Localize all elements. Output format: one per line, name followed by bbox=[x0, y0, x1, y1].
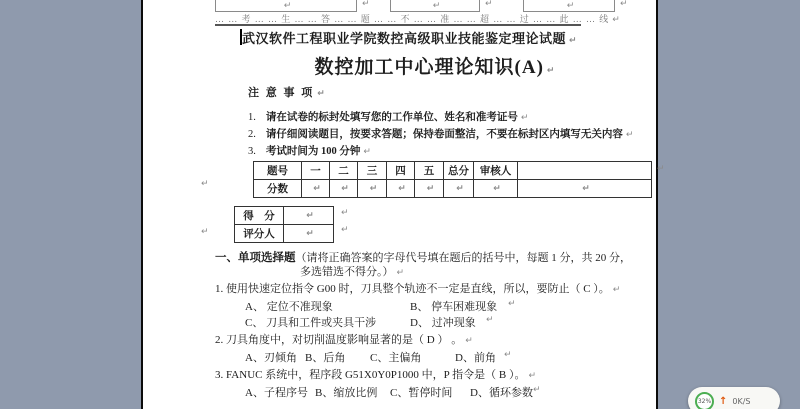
paragraph-mark: ↵ bbox=[369, 184, 378, 194]
paragraph-mark: ↵ bbox=[486, 315, 494, 325]
paragraph-mark: ↵ bbox=[317, 89, 327, 99]
paragraph-mark: ↵ bbox=[620, 0, 628, 9]
school-header-line: 武汉软件工程职业学院数控高级职业技能鉴定理论试题 ↵ bbox=[242, 31, 578, 46]
score-table-header-row bbox=[254, 162, 652, 180]
paragraph-mark: ↵ bbox=[362, 0, 370, 9]
question-3-stem: 3. FANUC 系统中，程序段 G51X0Y0P1000 中，P 指令是（ B ）。 ↵ bbox=[215, 369, 537, 381]
paragraph-mark: ↵ bbox=[341, 184, 349, 194]
grader-score-row bbox=[235, 207, 334, 225]
question-2-option-d: D、前角 bbox=[455, 352, 496, 364]
header-blank-box-2[interactable] bbox=[390, 0, 480, 12]
score-col-header: 五 bbox=[415, 162, 444, 180]
question-2-option-c: C、主偏角 bbox=[370, 352, 422, 364]
score-col-header: 三 bbox=[358, 162, 387, 180]
question-1-stem: 1. 使用快速定位指令 G00 时，刀具整个轨迹不一定是直线，所以，要防止（ C ）。 ↵ bbox=[215, 283, 621, 295]
paragraph-mark: ↵ bbox=[528, 371, 537, 381]
score-table-score-row bbox=[254, 180, 652, 198]
paragraph-mark: ↵ bbox=[426, 184, 435, 194]
paragraph-mark: ↵ bbox=[657, 164, 665, 174]
upload-arrow-icon: ↑ bbox=[719, 395, 728, 407]
paragraph-mark: ↵ bbox=[432, 1, 441, 11]
notice-item-2: 2. 请仔细阅读题目，按要求答题；保持卷面整洁，不要在标封区内填写无关内容 ↵ bbox=[248, 129, 634, 140]
score-cell-empty bbox=[302, 180, 330, 198]
question-2-option-b: B、后角 bbox=[305, 352, 346, 364]
question-1-option-b: B、 停车困难现象 bbox=[410, 301, 498, 313]
paragraph-mark: ↵ bbox=[504, 350, 512, 360]
score-cell-empty bbox=[518, 180, 652, 198]
document-page bbox=[141, 0, 665, 409]
paragraph-mark: ↵ bbox=[508, 299, 516, 309]
paragraph-mark: ↵ bbox=[569, 36, 578, 46]
paragraph-mark: ↵ bbox=[396, 268, 405, 278]
paragraph-mark: ↵ bbox=[465, 336, 473, 346]
paragraph-mark: ↵ bbox=[566, 1, 575, 11]
header-blank-box-3[interactable] bbox=[523, 0, 615, 12]
paragraph-mark: ↵ bbox=[582, 184, 590, 194]
upload-speed: 0K/S bbox=[732, 396, 751, 406]
paragraph-mark: ↵ bbox=[341, 225, 349, 235]
exam-title: 数控加工中心理论知识(A) ↵ bbox=[314, 57, 556, 78]
question-3-option-b: B、缩放比例 bbox=[315, 387, 378, 399]
paragraph-mark: ↵ bbox=[283, 1, 292, 11]
score-col-header: 题号 bbox=[254, 162, 302, 180]
question-1-option-c: C、 刀具和工件或夹具干涉 bbox=[245, 317, 377, 329]
question-2-stem: 2. 刀具角度中，对切削温度影响显著的是（ D ） 。 ↵ bbox=[215, 334, 473, 346]
seal-divider-line bbox=[215, 24, 581, 26]
question-1-option-d: D、 过冲现象 bbox=[410, 317, 476, 329]
grader-score-cell-empty bbox=[284, 207, 334, 225]
score-cell-empty bbox=[330, 180, 358, 198]
grader-table bbox=[234, 206, 334, 243]
score-cell-empty bbox=[387, 180, 415, 198]
cpu-percent: 32% bbox=[697, 397, 712, 405]
paragraph-mark: ↵ bbox=[363, 147, 371, 157]
score-col-header: 四 bbox=[387, 162, 415, 180]
paragraph-mark: ↵ bbox=[546, 66, 556, 76]
paragraph-mark: ↵ bbox=[313, 184, 321, 194]
grader-score-label: 得 分 bbox=[235, 207, 284, 225]
question-2-option-a: A、刃倾角 bbox=[245, 352, 297, 364]
paragraph-mark: ↵ bbox=[533, 385, 541, 395]
score-col-header: 审核人 bbox=[474, 162, 518, 180]
question-3-option-c: C、暂停时间 bbox=[390, 387, 453, 399]
grader-name-label: 评分人 bbox=[235, 225, 284, 243]
grader-name-cell-empty bbox=[284, 225, 334, 243]
paragraph-mark: ↵ bbox=[398, 184, 406, 194]
header-blank-box-1[interactable] bbox=[215, 0, 357, 12]
paragraph-mark: ↵ bbox=[625, 130, 634, 140]
paragraph-mark: ↵ bbox=[456, 184, 464, 194]
score-col-header: 二 bbox=[330, 162, 358, 180]
seal-warning-line: … … 考 … … 生 … … 答 … … 题 … … 不 … … 准 … … 超 … … 过 … … 此 … … 线 ↵ bbox=[215, 14, 621, 25]
question-1-option-a: A、 定位不准现象 bbox=[245, 301, 333, 313]
question-3-option-a: A、子程序号 bbox=[245, 387, 308, 399]
section-one-heading-line2: 多选错选不得分。） ↵ bbox=[300, 266, 405, 278]
cpu-ring-gauge bbox=[695, 392, 714, 409]
paragraph-mark: ↵ bbox=[612, 285, 621, 295]
paragraph-mark: ↵ bbox=[306, 211, 314, 221]
paragraph-mark: ↵ bbox=[306, 229, 314, 239]
score-row-label: 分数 bbox=[254, 180, 302, 198]
score-cell-empty bbox=[474, 180, 518, 198]
paragraph-mark: ↵ bbox=[612, 15, 621, 25]
score-col-header bbox=[518, 162, 652, 180]
notice-item-3: 3. 考试时间为 100 分钟 ↵ bbox=[248, 146, 371, 157]
score-cell-empty bbox=[444, 180, 474, 198]
paragraph-mark: ↵ bbox=[485, 0, 493, 9]
grader-name-row bbox=[235, 225, 334, 243]
score-cell-empty bbox=[358, 180, 387, 198]
notice-heading: 注 意 事 项 ↵ bbox=[248, 87, 327, 99]
score-col-header: 一 bbox=[302, 162, 330, 180]
paragraph-mark: ↵ bbox=[341, 208, 349, 218]
paragraph-mark: ↵ bbox=[201, 179, 209, 189]
notice-item-1: 1. 请在试卷的标封处填写您的工作单位、姓名和准考证号 ↵ bbox=[248, 112, 529, 123]
paragraph-mark: ↵ bbox=[493, 184, 501, 194]
score-cell-empty bbox=[415, 180, 444, 198]
paragraph-mark: ↵ bbox=[201, 227, 209, 237]
question-3-option-d: D、循环参数 bbox=[470, 387, 533, 399]
section-one-heading: 一、单项选择题（请将正确答案的字母代号填在题后的括号中，每题 1 分，共 20 分， bbox=[215, 252, 631, 264]
score-table bbox=[253, 161, 652, 198]
network-monitor-widget[interactable] bbox=[688, 387, 780, 409]
paragraph-mark: ↵ bbox=[520, 113, 529, 123]
score-col-header: 总分 bbox=[444, 162, 474, 180]
